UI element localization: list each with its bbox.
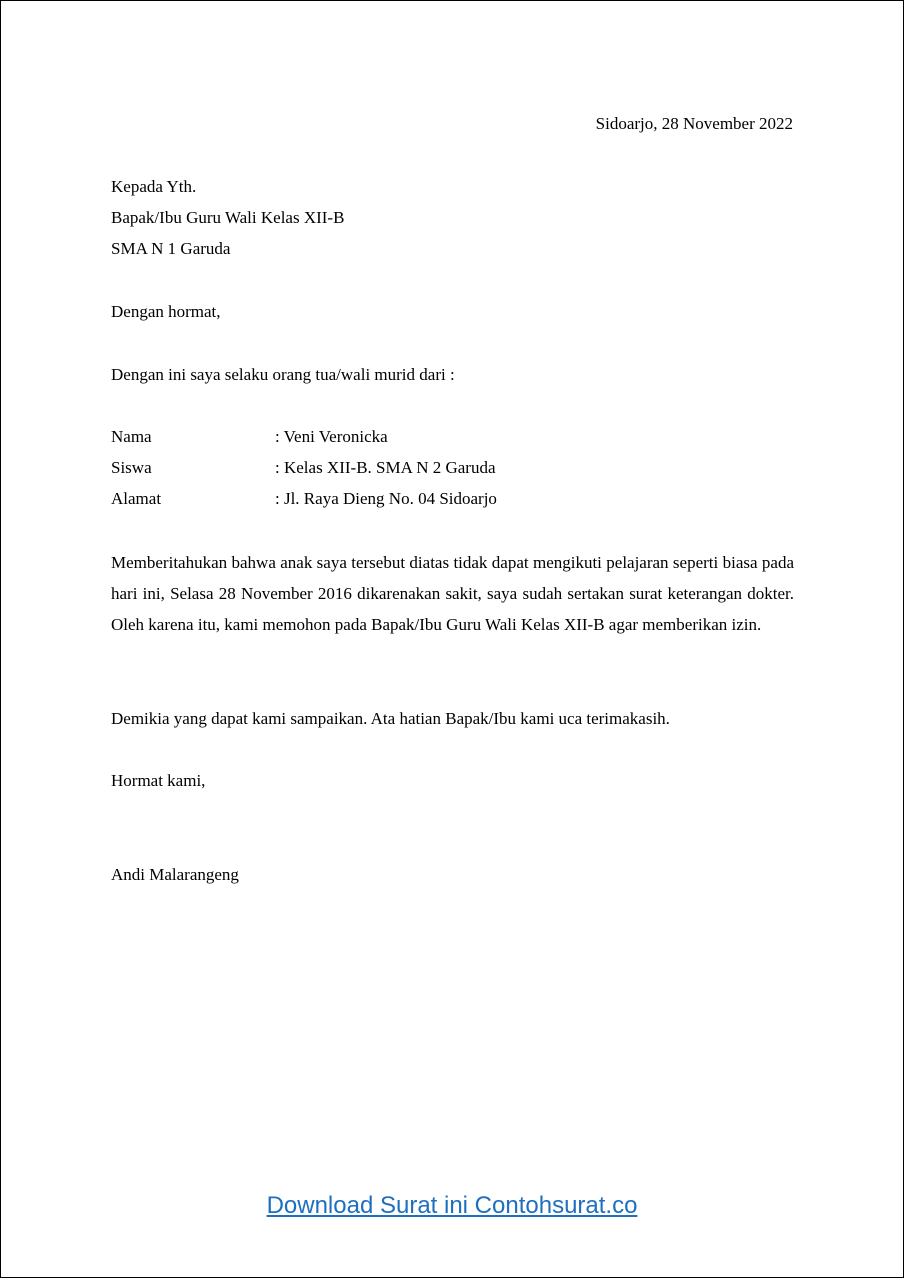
- field-label: Nama: [111, 427, 152, 446]
- field-value: : Jl. Raya Dieng No. 04 Sidoarjo: [275, 489, 497, 508]
- signer-name: Andi Malarangeng: [111, 865, 239, 884]
- field-value: : Veni Veronicka: [275, 427, 388, 446]
- body-paragraph: Memberitahukan bahwa anak saya tersebut diatas tidak dapat mengikuti pelajaran seperti biasa pada hari ini, Selasa 28 November 2016 dikarenakan sakit, saya sudah sertakan surat keterangan dokter. Oleh karena itu, kami memohon pada Bapak/Ibu Guru Wali Kelas XII-B agar memberikan izin.: [111, 553, 794, 634]
- field-label: Siswa: [111, 458, 152, 477]
- place-date: Sidoarjo, 28 November 2022: [595, 114, 793, 133]
- field-row-alamat: [111, 489, 497, 509]
- recipient-line-1: Kepada Yth.: [111, 177, 197, 196]
- closing-text: Demikia yang dapat kami sampaikan. Ata hatian Bapak/Ibu kami uca terimakasih.: [111, 709, 670, 728]
- download-link[interactable]: Download Surat ini Contohsurat.co: [266, 1192, 638, 1219]
- recipient-line-3: SMA N 1 Garuda: [111, 239, 231, 258]
- recipient-line-2: Bapak/Ibu Guru Wali Kelas XII-B: [111, 208, 345, 227]
- field-row-siswa: [111, 458, 496, 478]
- sign-off: Hormat kami,: [111, 771, 206, 790]
- greeting: Dengan hormat,: [111, 302, 221, 321]
- field-value: : Kelas XII-B. SMA N 2 Garuda: [275, 458, 496, 477]
- field-label: Alamat: [111, 489, 162, 508]
- intro-text: Dengan ini saya selaku orang tua/wali murid dari :: [111, 365, 455, 384]
- field-row-nama: [111, 427, 388, 447]
